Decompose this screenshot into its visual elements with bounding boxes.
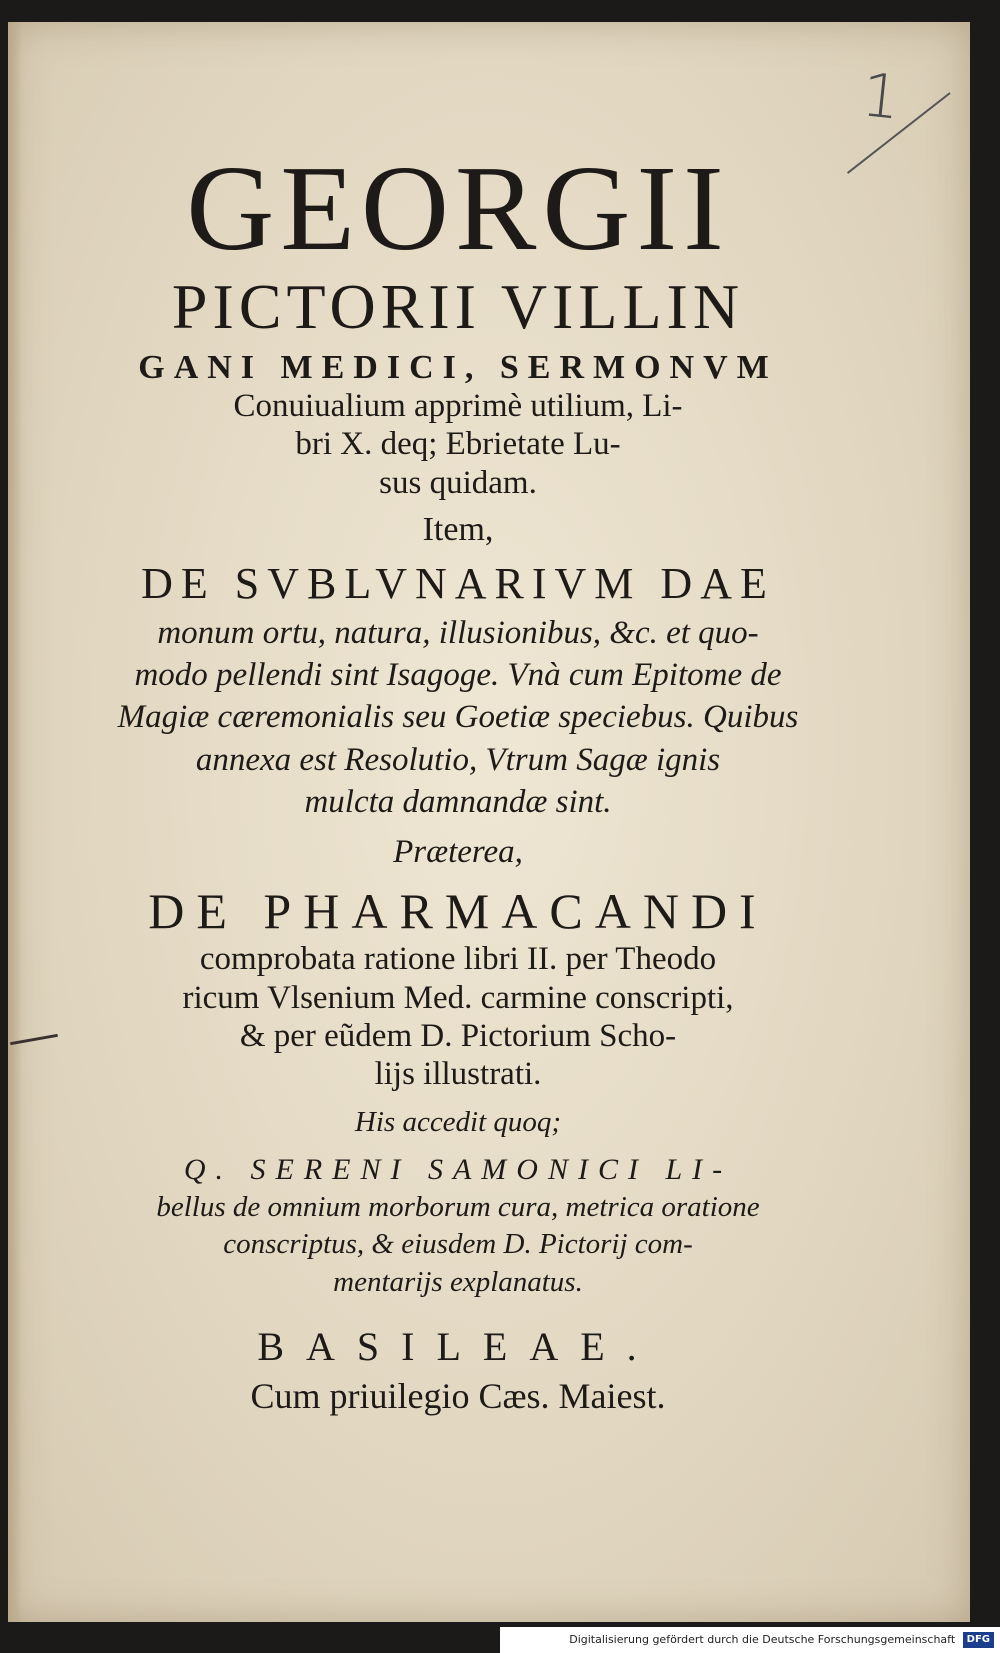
digitization-credit [500, 1627, 1000, 1653]
folio-number: 1 [858, 60, 904, 134]
text-line: mentarijs explanatus. [333, 1266, 583, 1299]
imprint-place: BASILEAE. [257, 1324, 659, 1370]
text-line: mulcta damnandæ sint. [304, 783, 612, 820]
section-heading: Item, [422, 510, 494, 548]
text-line: ricum Vlsenium Med. carmine conscripti, [182, 979, 734, 1016]
text-line: annexa est Resolutio, Vtrum Sagæ ignis [195, 741, 721, 778]
credit-text: Digitalisierung gefördert durch die Deutsche Forschungsgemeinschaft [569, 1633, 956, 1646]
text-line: modo pellendi sint Isagoge. Vnà cum Epitome de [134, 656, 782, 693]
text-line: Magiæ cæremonialis seu Goetiæ speciebus. Quibus [117, 699, 799, 736]
section-heading: His accedit quoq; [354, 1105, 562, 1138]
text-line: bellus de omnium morborum cura, metrica oratione [156, 1190, 760, 1223]
text-line: sus quidam. [379, 464, 537, 501]
title-line: Q. SERENI SAMONICI LI- [183, 1152, 733, 1186]
imprint-privilege: Cum priuilegio Cæs. Maiest. [250, 1376, 666, 1417]
title-line: DE PHARMACANDI [148, 883, 768, 940]
text-line: monum ortu, natura, illusionibus, &c. et quo- [157, 614, 759, 651]
text-line: lijs illustrati. [374, 1056, 542, 1093]
title-page-text [78, 142, 838, 1417]
book-page [8, 22, 970, 1622]
text-line: bri X. deq; Ebrietate Lu- [295, 426, 621, 463]
title-line: PICTORII VILLIN [171, 271, 745, 343]
text-line: Conuiualium apprimè utilium, Li- [233, 387, 683, 424]
title-line: GEORGII [186, 141, 730, 276]
title-line: GANI MEDICI, SERMONVM [138, 348, 778, 386]
text-line: conscriptus, & eiusdem D. Pictorij com- [223, 1228, 693, 1261]
text-line: comprobata ratione libri II. per Theodo [199, 941, 717, 978]
dfg-logo: DFG [963, 1632, 994, 1648]
title-line: DE SVBLVNARIVM DAE [141, 559, 775, 609]
section-heading: Præterea, [393, 834, 523, 871]
text-line: & per eũdem D. Pictorium Scho- [239, 1018, 677, 1055]
page-edge [8, 22, 22, 1622]
